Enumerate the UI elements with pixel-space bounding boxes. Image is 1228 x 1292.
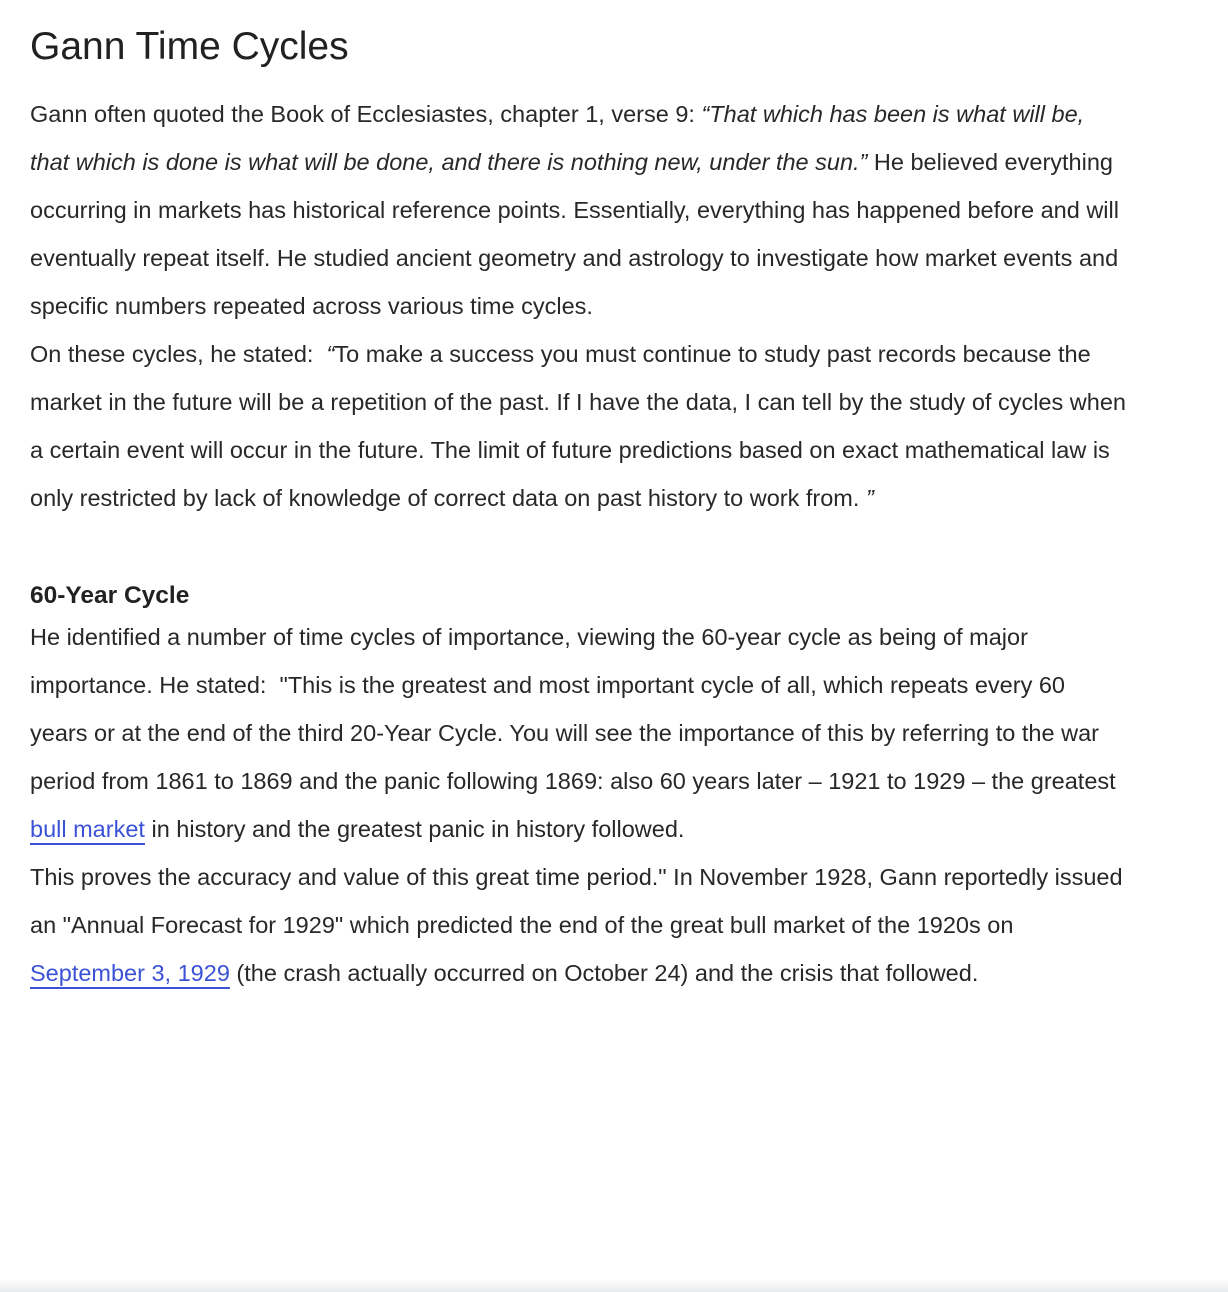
text-segment: He identified a number of time cycles of importance, viewing the 60-year cycle as being of major importance. He stated: "This is the greatest and most important cycle of all, which repeats every 60 years or at the end of the third 20-Year Cycle. You will see the importance of this by referring to the war period from 1861 to 1869 and the panic following 1869: also 60 years later – 1921 to 1929 – the greatest [30, 624, 1123, 794]
viewport-bottom-fade [0, 1279, 1228, 1292]
paragraph-forecast-1929 [30, 853, 1128, 997]
text-segment: To make a success you must continue to study past records because the market in the future will be a repetition of the past. If I have the data, I can tell by the study of cycles when a certain event will occur in the future. The limit of future predictions based on exact mathematical law is only restricted by lack of knowledge of correct data on past history to work from. [30, 341, 1133, 511]
text-segment: in history and the greatest panic in history followed. [144, 816, 685, 842]
text-segment: On these cycles, he stated: [30, 341, 327, 367]
close-quote-mark: ” [865, 485, 874, 511]
text-segment: (the crash actually occurred on October 24) and the crisis that followed. [229, 960, 979, 986]
italic-quote: “That which has been is what will be, that which is done is what will be done, and there is nothing new, under the sun.” [30, 101, 1091, 175]
paragraph-cycles-quote [30, 330, 1133, 522]
link-bull-market[interactable]: bull market [30, 816, 145, 842]
text-segment: This proves the accuracy and value of this great time period." In November 1928, Gann reportedly issued an "Annual Forecast for 1929" which predicted the end of the great bull market of the 1920s on [30, 864, 1130, 938]
page-title: Gann Time Cycles [30, 25, 349, 68]
section-heading-60-year-cycle: 60-Year Cycle [30, 582, 190, 609]
open-quote-mark: “ [326, 341, 335, 367]
text-segment: Gann often quoted the Book of Ecclesiastes, chapter 1, verse 9: [30, 101, 702, 127]
text-segment: He believed everything occurring in markets has historical reference points. Essentially, everything has happened before and will eventually repeat itself. He studied ancient geometry and astrology to investigate how market events and specific numbers repeated across various time cycles. [30, 149, 1126, 319]
link-september-3-1929[interactable]: September 3, 1929 [30, 960, 230, 986]
paragraph-60-year-cycle [30, 613, 1128, 853]
paragraph-ecclesiastes [30, 90, 1128, 330]
